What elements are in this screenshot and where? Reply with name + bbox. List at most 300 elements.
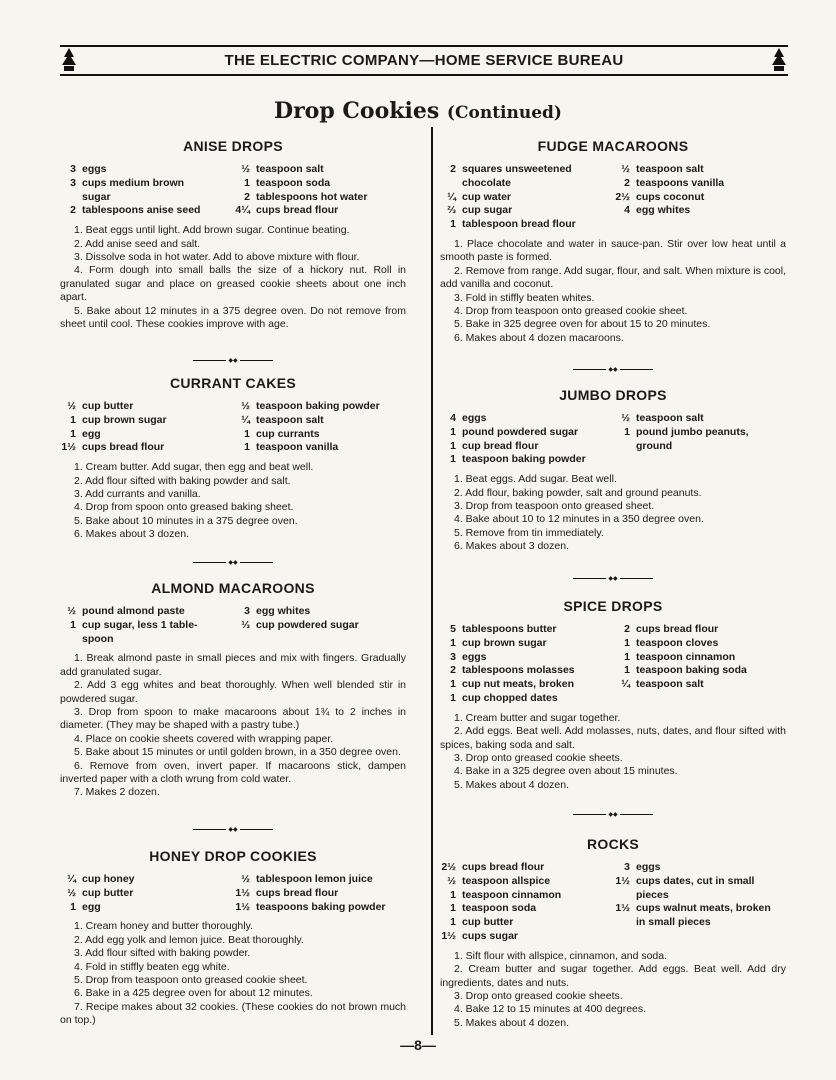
ingredient-quantity: ½ [241, 873, 250, 885]
ingredients-column [614, 412, 786, 467]
ingredient-name: cups bread flour [636, 623, 719, 635]
ingredient-name: cup chopped dates [462, 691, 558, 704]
ingredients-list [60, 163, 406, 218]
ingredient-name: teaspoon salt [256, 413, 324, 426]
ingredient-item [440, 902, 612, 916]
recipe-title: ALMOND MACAROONS [151, 580, 315, 596]
instruction-step: 2. Add anise seed and salt. [74, 237, 201, 250]
ingredient-quantity: 1 [450, 691, 456, 704]
ingredient-quantity: ⅔ [447, 204, 456, 217]
instruction-step: 4. Form dough into small balls the size of a hickory nut. Roll in granulated sugar and place on greased cookie sheets about one inch apart. [60, 264, 406, 304]
ingredient-item [440, 204, 612, 218]
ingredient-item [440, 440, 612, 454]
recipe-currant-cakes [60, 375, 406, 542]
ingredient-quantity: 1 [624, 425, 630, 438]
ingredient-name: cups sugar [462, 929, 519, 942]
instruction-step: 5. Bake about 12 minutes in a 375 degree oven. Do not remove from sheet until cool. These cookies improve with age. [60, 304, 406, 331]
recipe-fudge-macaroons [440, 138, 786, 345]
ingredient-name: cups bread flour [256, 204, 339, 217]
ingredient-quantity: 4 [450, 412, 456, 424]
ingredients-column [440, 623, 612, 706]
ingredient-quantity: ½ [447, 874, 456, 887]
ingredients-list [60, 873, 406, 914]
ingredient-item [234, 177, 406, 191]
instruction-step: 1. Cream honey and butter thoroughly. [74, 920, 253, 933]
instruction-step: 3. Fold in stiffly beaten whites. [454, 291, 595, 304]
recipe-title: HONEY DROP COOKIES [149, 848, 317, 864]
ingredients-column [60, 873, 232, 914]
ingredient-name: cups walnut meats, broken [636, 902, 771, 915]
header-title: THE ELECTRIC COMPANY—HOME SERVICE BUREAU [224, 52, 624, 69]
ingredient-item [440, 916, 612, 930]
ingredients-column [440, 412, 612, 467]
ingredient-item [614, 678, 786, 692]
ingredients-column [440, 861, 612, 944]
ingredient-item [614, 916, 786, 930]
ingredient-name: cup brown sugar [462, 636, 547, 649]
ingredient-item [440, 218, 612, 232]
ingredient-item [60, 441, 232, 455]
page-title-continued: (Continued) [446, 103, 562, 123]
ingredient-name: cup brown sugar [82, 413, 167, 426]
instructions [60, 920, 406, 1027]
instructions [60, 652, 406, 799]
instruction-step: 4. Fold in stiffly beaten egg white. [74, 960, 230, 973]
instruction-step: 5. Drop from teaspoon onto greased cookie sheet. [74, 974, 308, 987]
ingredient-quantity: 1 [624, 650, 630, 663]
ingredients-list [60, 400, 406, 455]
ingredient-item [440, 426, 612, 440]
ingredient-name: pound powdered sugar [462, 425, 579, 438]
ingredient-quantity [60, 191, 82, 205]
ingredient-quantity: 2 [244, 190, 250, 203]
ingredient-item [614, 664, 786, 678]
ingredient-item [60, 400, 232, 414]
right-column [440, 0, 786, 1080]
instruction-step: 2. Add egg yolk and lemon juice. Beat thoroughly. [74, 933, 304, 946]
ingredient-item [440, 930, 612, 944]
ingredient-name: ground [636, 439, 673, 452]
instruction-step: 1. Beat eggs until light. Add brown sugar. Continue beating. [74, 224, 350, 237]
ornament-divider: ◆◆ [573, 575, 653, 583]
recipe-almond-macaroons [60, 580, 406, 800]
ingredient-item [234, 400, 406, 414]
ingredient-item [60, 204, 232, 218]
instructions [440, 712, 786, 792]
ingredient-quantity: 1 [624, 636, 630, 649]
ingredient-item [234, 428, 406, 442]
ingredient-name: teaspoon salt [636, 678, 704, 691]
ingredient-item [440, 889, 612, 903]
ingredient-name: teaspoon cinnamon [462, 888, 562, 901]
ingredient-item [60, 177, 232, 191]
ingredient-item [614, 651, 786, 665]
ingredient-item [60, 163, 232, 177]
ingredient-name: teaspoon soda [256, 176, 331, 189]
ingredient-item [440, 678, 612, 692]
ingredient-quantity: 1 [450, 678, 456, 691]
ingredient-item [440, 861, 612, 875]
ingredient-item [440, 623, 612, 637]
ingredient-name: cup butter [462, 916, 514, 929]
ornament-divider: ◆◆ [193, 559, 273, 567]
ingredient-name: cups medium brown [82, 176, 185, 189]
instructions [440, 950, 786, 1030]
ingredient-name: egg whites [636, 204, 691, 217]
instruction-step: 4. Bake about 10 to 12 minutes in a 350 degree oven. [454, 513, 704, 526]
instruction-step: 3. Drop onto greased cookie sheets. [454, 990, 623, 1002]
ingredient-quantity: 1 [450, 916, 456, 929]
ingredient-item [614, 861, 786, 875]
ingredient-item [440, 692, 612, 706]
instruction-step: 4. Place on cookie sheets covered with wrapping paper. [74, 732, 334, 745]
ingredient-name: tablespoon lemon juice [256, 873, 373, 885]
ingredient-item [60, 605, 232, 619]
instructions [440, 473, 786, 553]
ingredient-name: pieces [636, 888, 669, 901]
recipe-title: ROCKS [586, 836, 640, 852]
ingredient-quantity: 1½ [235, 900, 250, 913]
ingredients-column [234, 605, 406, 646]
ingredient-item [60, 428, 232, 442]
ingredient-item [234, 163, 406, 177]
ingredient-name: cup sugar, less 1 table- [82, 618, 198, 631]
ingredients-column [614, 623, 786, 706]
instruction-step: 6. Bake in a 425 degree oven for about 12 minutes. [74, 987, 313, 1000]
instruction-step: 3. Drop from teaspoon onto greased sheet. [454, 500, 655, 512]
ingredient-name: teaspoon cinnamon [636, 650, 736, 663]
ingredient-item [234, 191, 406, 205]
instruction-step: 1. Break almond paste in small pieces and mix with fingers. Gradually add granulated sugar. [60, 652, 406, 678]
ingredient-item [234, 901, 406, 915]
instruction-step: 2. Add eggs. Beat well. Add molasses, nuts, dates, and flour sifted with spices, baking soda and salt. [440, 725, 786, 751]
instruction-step: 1. Cream butter. Add sugar, then egg and beat well. [74, 461, 314, 474]
ingredient-quantity: 1½ [615, 902, 630, 915]
ingredient-quantity: 3 [70, 163, 76, 175]
ingredient-quantity: 1 [450, 636, 456, 649]
instructions [60, 224, 406, 331]
ingredient-quantity: ¼ [447, 190, 456, 203]
instruction-step: 4. Drop from teaspoon onto greased cookie sheet. [454, 305, 688, 318]
ingredient-item [614, 426, 786, 440]
ingredient-item [234, 414, 406, 428]
ingredient-name: tablespoons butter [462, 623, 557, 635]
ingredient-quantity: 1 [70, 427, 76, 440]
ingredient-quantity: ½ [241, 400, 250, 412]
instruction-step: 4. Bake in a 325 degree oven about 15 minutes. [454, 765, 678, 778]
ingredient-name: in small pieces [636, 916, 711, 929]
ingredient-quantity: ½ [67, 605, 76, 617]
instruction-step: 3. Add flour sifted with baking powder. [74, 947, 251, 960]
ingredient-quantity: ¼ [241, 413, 250, 426]
instruction-step: 6. Remove from oven, invert paper. If macaroons stick, dampen inverted paper with a cloth wrung from cold water. [60, 759, 406, 786]
ingredient-item [614, 440, 786, 454]
ingredient-quantity: 1½ [235, 886, 250, 899]
ingredient-quantity: ⅓ [241, 618, 250, 631]
ingredient-item [440, 453, 612, 467]
ingredient-quantity: 2 [450, 163, 456, 175]
ingredient-item [234, 873, 406, 887]
ingredients-column [614, 163, 786, 232]
ingredients-column [60, 400, 232, 455]
ingredient-name: teaspoons vanilla [636, 176, 725, 189]
recipe-title: SPICE DROPS [563, 598, 663, 614]
ingredient-item [614, 875, 786, 889]
ingredient-quantity: 3 [244, 605, 250, 617]
instruction-step: 2. Remove from range. Add sugar, flour, and salt. When mixture is cool, add vanilla and coconut. [440, 264, 786, 291]
instruction-step: 3. Add currants and vanilla. [74, 488, 201, 500]
ingredient-item [614, 204, 786, 218]
ingredient-quantity [614, 440, 636, 454]
ingredient-quantity: 2½ [441, 861, 456, 873]
ingredient-item [234, 605, 406, 619]
ingredient-item [60, 414, 232, 428]
ingredient-name: teaspoon cloves [636, 636, 719, 649]
recipe-rocks [440, 836, 786, 1030]
ingredient-name: cups bread flour [256, 886, 339, 899]
instruction-step: 1. Sift flour with allspice, cinnamon, and soda. [454, 949, 668, 962]
instruction-step: 2. Cream butter and sugar together. Add eggs. Beat well. Add dry ingredients, dates and nuts. [440, 963, 786, 989]
ingredient-quantity [614, 916, 636, 930]
ingredient-name: teaspoon baking powder [462, 453, 586, 466]
instruction-step: 3. Drop from spoon to make macaroons about 1¾ to 2 inches in diameter. (They may be shaped with a pastry tube.) [60, 706, 406, 732]
ingredient-quantity: 3 [624, 861, 630, 873]
ingredient-name: cup butter [82, 886, 134, 899]
instruction-step: 4. Drop from spoon onto greased baking sheet. [74, 501, 294, 514]
left-column [60, 0, 406, 1080]
ingredient-name: cup nut meats, broken [462, 678, 575, 691]
ingredient-quantity: 1 [450, 218, 456, 231]
ingredient-item [60, 901, 232, 915]
ingredient-item [440, 664, 612, 678]
page-title-main: Drop Cookies [274, 98, 440, 124]
instruction-step: 5. Bake about 10 minutes in a 375 degree oven. [74, 514, 298, 527]
ingredient-quantity: 1 [450, 453, 456, 466]
ingredient-quantity: 3 [450, 650, 456, 663]
ingredient-item [614, 412, 786, 426]
ingredient-quantity: ¼ [67, 873, 76, 885]
ingredient-item [60, 873, 232, 887]
ingredient-item [614, 623, 786, 637]
ingredient-name: eggs [462, 412, 487, 424]
instruction-step: 7. Recipe makes about 32 cookies. (These cookies do not brown much on top.) [60, 1000, 406, 1027]
ingredient-name: tablespoon bread flour [462, 218, 576, 231]
ingredient-quantity: ½ [621, 163, 630, 175]
ingredient-item [234, 619, 406, 633]
ornament-divider: ◆◆ [193, 826, 273, 834]
ingredient-item [234, 887, 406, 901]
ingredient-item [614, 889, 786, 903]
ingredient-quantity: 1 [70, 413, 76, 426]
ingredient-item [440, 191, 612, 205]
ingredient-quantity: 1 [70, 618, 76, 631]
ornament-divider: ◆◆ [193, 357, 273, 365]
ingredient-quantity: 1½ [441, 929, 456, 942]
ingredient-name: cups bread flour [462, 861, 545, 873]
ingredient-name: eggs [636, 861, 661, 873]
ingredient-item [60, 887, 232, 901]
ingredient-name: egg [82, 427, 101, 440]
ingredient-item [440, 637, 612, 651]
instruction-step: 2. Add flour sifted with baking powder and salt. [74, 474, 291, 487]
ingredient-quantity: 1½ [61, 441, 76, 454]
ingredient-name: cup sugar [462, 204, 513, 217]
ingredient-quantity: 1 [450, 425, 456, 438]
ornament-divider: ◆◆ [573, 811, 653, 819]
ingredient-quantity: 1 [624, 664, 630, 677]
ornament-divider: ◆◆ [573, 366, 653, 374]
ingredients-list [440, 163, 786, 232]
ingredients-column [234, 163, 406, 218]
recipe-honey-drop-cookies [60, 848, 406, 1028]
instruction-step: 5. Bake about 15 minutes or until golden brown, in a 350 degree oven. [74, 746, 401, 759]
ingredient-name: cups dates, cut in small [636, 874, 755, 887]
instruction-step: 6. Makes about 4 dozen macaroons. [454, 331, 624, 344]
instruction-step: 5. Bake in 325 degree oven for about 15 to 20 minutes. [454, 318, 711, 331]
ingredient-quantity: 1½ [615, 874, 630, 887]
ingredient-name: teaspoon baking powder [256, 400, 380, 412]
recipe-title: CURRANT CAKES [169, 375, 296, 391]
ingredient-quantity [614, 889, 636, 903]
ingredient-name: teaspoon salt [636, 412, 704, 424]
ingredient-item [614, 637, 786, 651]
ingredient-name: cup butter [82, 400, 134, 412]
ingredient-item [60, 633, 232, 647]
ingredient-quantity: ½ [621, 412, 630, 424]
column-divider [431, 127, 433, 1035]
ingredient-quantity: ½ [67, 886, 76, 899]
recipe-jumbo-drops [440, 387, 786, 554]
ingredient-quantity: ¼ [621, 678, 630, 691]
ingredient-item [60, 191, 232, 205]
ingredient-name: tablespoons molasses [462, 664, 575, 677]
instructions [440, 238, 786, 345]
ingredient-name: cups bread flour [82, 441, 165, 454]
ingredients-list [60, 605, 406, 646]
ingredient-quantity [440, 177, 462, 191]
ingredient-quantity: 2 [450, 664, 456, 677]
ingredient-quantity: 2 [624, 623, 630, 635]
instruction-step: 3. Drop onto greased cookie sheets. [454, 752, 623, 764]
ingredient-quantity: 4 [624, 204, 630, 217]
ingredient-name: egg whites [256, 605, 311, 617]
ingredient-name: teaspoon allspice [462, 874, 551, 887]
ingredient-name: teaspoon soda [462, 902, 537, 915]
ingredient-name: cups coconut [636, 190, 705, 203]
recipe-title: JUMBO DROPS [559, 387, 667, 403]
instruction-step: 1. Beat eggs. Add sugar. Beat well. [454, 473, 617, 486]
instructions [60, 461, 406, 541]
ingredient-name: cup powdered sugar [256, 618, 359, 631]
instruction-step: 1. Place chocolate and water in sauce-pan. Stir over low heat until a smooth paste is formed. [440, 237, 786, 264]
ingredient-name: tablespoons anise seed [82, 204, 201, 217]
instruction-step: 5. Makes about 4 dozen. [454, 778, 569, 791]
ingredient-name: squares unsweetened [462, 163, 572, 175]
instruction-step: 1. Cream butter and sugar together. [454, 711, 621, 724]
instruction-step: 5. Remove from tin immediately. [454, 526, 604, 539]
ingredients-list [440, 861, 786, 944]
ingredient-quantity: 2 [70, 204, 76, 217]
ingredient-quantity: 1 [244, 176, 250, 189]
ingredient-name: cup water [462, 190, 512, 203]
ingredient-name: cup currants [256, 427, 320, 440]
instruction-step: 6. Makes about 3 dozen. [74, 528, 189, 541]
ingredient-item [440, 875, 612, 889]
instruction-step: 6. Makes about 3 dozen. [454, 540, 569, 553]
recipe-anise-drops [60, 138, 406, 331]
ingredient-name: chocolate [462, 176, 512, 189]
ingredient-item [234, 204, 406, 218]
ingredients-column [60, 163, 232, 218]
instruction-step: 2. Add flour, baking powder, salt and ground peanuts. [454, 486, 702, 499]
ingredients-list [440, 412, 786, 467]
ingredient-name: eggs [82, 163, 107, 175]
ingredient-quantity: 2½ [615, 190, 630, 203]
ingredient-item [234, 441, 406, 455]
ingredient-item [440, 651, 612, 665]
ingredients-column [234, 873, 406, 914]
ingredient-name: teaspoon salt [636, 163, 704, 175]
ingredient-quantity: 1 [450, 888, 456, 901]
ingredient-name: cup honey [82, 873, 135, 885]
instruction-step: 5. Makes about 4 dozen. [454, 1016, 569, 1029]
ingredient-item [440, 163, 612, 177]
ingredient-quantity: 2 [624, 176, 630, 189]
ingredient-quantity: 1 [70, 900, 76, 913]
ingredient-quantity: 1 [244, 441, 250, 454]
instruction-step: 2. Add 3 egg whites and beat thoroughly. When well blended stir in powdered sugar. [60, 679, 406, 705]
ingredients-list [440, 623, 786, 706]
instruction-step: 3. Dissolve soda in hot water. Add to above mixture with flour. [74, 251, 360, 263]
recipe-title: FUDGE MACAROONS [537, 138, 689, 154]
ingredient-item [614, 177, 786, 191]
ingredient-name: teaspoons baking powder [256, 900, 386, 913]
recipe-spice-drops [440, 598, 786, 792]
ingredient-item [440, 177, 612, 191]
ingredient-name: spoon [82, 632, 114, 645]
ingredient-quantity: 1 [450, 439, 456, 452]
ingredients-column [440, 163, 612, 232]
ingredients-column [60, 605, 232, 646]
instruction-step: 4. Bake 12 to 15 minutes at 400 degrees. [454, 1003, 647, 1016]
ingredient-name: pound almond paste [82, 605, 185, 617]
ingredient-name: teaspoon vanilla [256, 441, 339, 454]
ingredient-name: egg [82, 900, 101, 913]
ingredient-quantity: 4¼ [235, 204, 250, 217]
ingredients-column [614, 861, 786, 944]
instruction-step: 7. Makes 2 dozen. [74, 786, 160, 799]
ingredient-item [60, 619, 232, 633]
ingredient-quantity: 1 [450, 902, 456, 915]
ingredient-item [614, 163, 786, 177]
ingredient-name: cup bread flour [462, 439, 539, 452]
ingredient-name: teaspoon baking soda [636, 664, 747, 677]
ingredient-quantity: 1 [244, 427, 250, 440]
ingredient-quantity: 5 [450, 623, 456, 635]
ingredient-name: teaspoon salt [256, 163, 324, 175]
ingredient-name: eggs [462, 650, 487, 663]
ingredient-quantity: 3 [70, 176, 76, 189]
ingredient-name: tablespoons hot water [256, 190, 368, 203]
recipe-title: ANISE DROPS [183, 138, 283, 154]
ingredients-column [234, 400, 406, 455]
page-number: —8— [400, 1037, 436, 1053]
ingredient-item [614, 191, 786, 205]
ingredient-name: pound jumbo peanuts, [636, 425, 749, 438]
ingredient-name: sugar [82, 190, 111, 203]
ingredient-quantity [60, 633, 82, 647]
ingredient-item [440, 412, 612, 426]
